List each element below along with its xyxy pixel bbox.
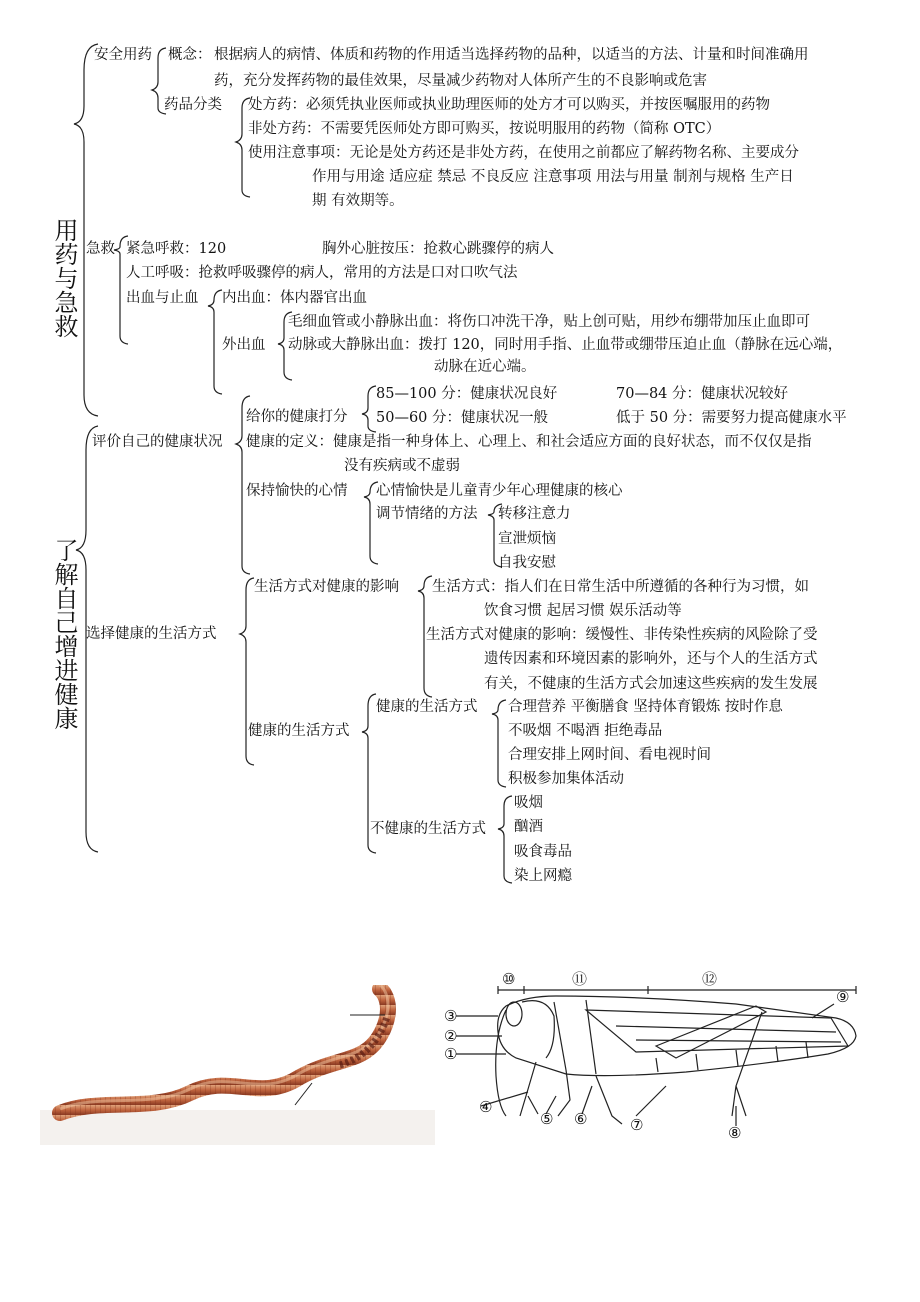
lifestyle-impact-line3: 有关，不健康的生活方式会加速这些疾病的发生发展 bbox=[484, 676, 818, 692]
healthy-item-2: 不吸烟 不喝酒 拒绝毒品 bbox=[508, 723, 663, 739]
score-70-84: 70—84 分：健康状况较好 bbox=[616, 386, 789, 402]
grasshopper-label-4: ④ bbox=[479, 1098, 493, 1116]
grasshopper-label-8: ⑧ bbox=[728, 1124, 742, 1142]
drug-class-label: 药品分类 bbox=[164, 97, 222, 113]
artery-bleeding-line2: 动脉在近心端。 bbox=[434, 359, 536, 375]
health-score-label: 给你的健康打分 bbox=[246, 409, 348, 425]
grasshopper-label-9: ⑨ bbox=[836, 988, 850, 1006]
method-self-comfort: 自我安慰 bbox=[498, 555, 556, 571]
score-85-100: 85—100 分：健康状况良好 bbox=[376, 386, 558, 402]
unhealthy-item-drugs: 吸食毒品 bbox=[514, 844, 572, 860]
concept-label: 概念： bbox=[168, 47, 212, 63]
artery-bleeding-line1: 动脉或大静脉出血：拨打 120，同时用手指、止血带或绷带压迫止血（静脉在远心端， bbox=[288, 337, 843, 353]
lifestyle-impact-line1: 生活方式对健康的影响：缓慢性、非传染性疾病的风险除了受 bbox=[426, 627, 818, 643]
lifestyle-impact-line2: 遗传因素和环境因素的影响外，还与个人的生活方式 bbox=[484, 651, 818, 667]
healthy-lifestyle-parent-label: 健康的生活方式 bbox=[248, 723, 350, 739]
bleeding-label: 出血与止血 bbox=[126, 290, 199, 306]
healthy-lifestyle-choice-label: 选择健康的生活方式 bbox=[86, 626, 217, 642]
health-definition-line2: 没有疾病或不虚弱 bbox=[344, 458, 460, 474]
unhealthy-item-smoking: 吸烟 bbox=[514, 795, 543, 811]
lifestyle-definition-line1: 生活方式：指人们在日常生活中所遵循的各种行为习惯，如 bbox=[432, 579, 809, 595]
healthy-item-1: 合理营养 平衡膳食 坚持体育锻炼 按时作息 bbox=[508, 699, 783, 715]
grasshopper-label-2: ② bbox=[444, 1027, 458, 1045]
happy-mood-core-text: 心情愉快是儿童青少年心理健康的核心 bbox=[376, 483, 623, 499]
usage-notes-line3: 期 有效期等。 bbox=[312, 193, 404, 209]
grasshopper-label-3: ③ bbox=[444, 1007, 458, 1025]
grasshopper-label-1: ① bbox=[444, 1045, 458, 1063]
method-divert-attention: 转移注意力 bbox=[498, 506, 571, 522]
evaluate-health-label: 评价自己的健康状况 bbox=[92, 434, 223, 450]
grasshopper-label-5: ⑤ bbox=[540, 1110, 554, 1128]
cpr-text: 胸外心脏按压：抢救心跳骤停的病人 bbox=[322, 241, 554, 257]
usage-notes-line2: 作用与用途 适应症 禁忌 不良反应 注意事项 用法与用量 制剂与规格 生产日 bbox=[312, 169, 794, 185]
concept-text-line2: 药，充分发挥药物的最佳效果，尽量减少药物对人体所产生的不良影响或危害 bbox=[214, 73, 707, 89]
grasshopper-label-12: ⑫ bbox=[702, 970, 718, 988]
section-title-health: 了解自己增进健康 bbox=[50, 538, 78, 730]
emergency-call-text: 紧急呼救：120 bbox=[126, 241, 227, 257]
grasshopper-label-6: ⑥ bbox=[574, 1110, 588, 1128]
grasshopper-diagram bbox=[436, 966, 866, 1146]
prescription-drug-text: 处方药：必须凭执业医师或执业助理医师的处方才可以购买，并按医嘱服用的药物 bbox=[248, 97, 770, 113]
unhealthy-item-internet: 染上网瘾 bbox=[514, 868, 572, 884]
grasshopper-label-11: ⑪ bbox=[572, 970, 588, 988]
healthy-item-4: 积极参加集体活动 bbox=[508, 771, 624, 787]
score-50-60: 50—60 分：健康状况一般 bbox=[376, 410, 549, 426]
otc-drug-text: 非处方药：不需要凭医师处方即可购买，按说明服用的药物（简称 OTC） bbox=[248, 121, 721, 137]
emotion-regulation-label: 调节情绪的方法 bbox=[376, 506, 478, 522]
method-vent-worries: 宣泄烦恼 bbox=[498, 531, 556, 547]
healthy-item-3: 合理安排上网时间、看电视时间 bbox=[508, 747, 711, 763]
internal-bleeding-text: 内出血：体内器官出血 bbox=[222, 290, 367, 306]
score-below-50: 低于 50 分：需要努力提高健康水平 bbox=[616, 410, 847, 426]
usage-notes-line1: 使用注意事项：无论是处方药还是非处方药，在使用之前都应了解药物名称、主要成分 bbox=[248, 145, 799, 161]
grasshopper-label-7: ⑦ bbox=[630, 1116, 644, 1134]
lifestyle-definition-line2: 饮食习惯 起居习惯 娱乐活动等 bbox=[484, 603, 682, 619]
section-title-medicine-first-aid: 用药与急救 bbox=[50, 218, 78, 338]
unhealthy-item-alcohol: 酗酒 bbox=[514, 819, 543, 835]
unhealthy-lifestyle-label: 不健康的生活方式 bbox=[370, 821, 486, 837]
lifestyle-effect-label: 生活方式对健康的影响 bbox=[254, 579, 399, 595]
grasshopper-label-10: ⑩ bbox=[502, 970, 516, 988]
happy-mood-label: 保持愉快的心情 bbox=[246, 483, 348, 499]
first-aid-label: 急救 bbox=[86, 241, 115, 257]
external-bleeding-label: 外出血 bbox=[222, 337, 266, 353]
safe-medicine-label: 安全用药 bbox=[94, 47, 152, 63]
earthworm-image bbox=[40, 985, 435, 1145]
healthy-lifestyle-label: 健康的生活方式 bbox=[376, 699, 478, 715]
artificial-breathing-text: 人工呼吸：抢救呼吸骤停的病人，常用的方法是口对口吹气法 bbox=[126, 265, 518, 281]
capillary-bleeding-text: 毛细血管或小静脉出血：将伤口冲洗干净，贴上创可贴，用纱布绷带加压止血即可 bbox=[288, 314, 810, 330]
concept-text-line1: 根据病人的病情、体质和药物的作用适当选择药物的品种，以适当的方法、计量和时间准确用 bbox=[214, 47, 809, 63]
health-definition-line1: 健康的定义：健康是指一种身体上、心理上、和社会适应方面的良好状态，而不仅仅是指 bbox=[246, 434, 812, 450]
